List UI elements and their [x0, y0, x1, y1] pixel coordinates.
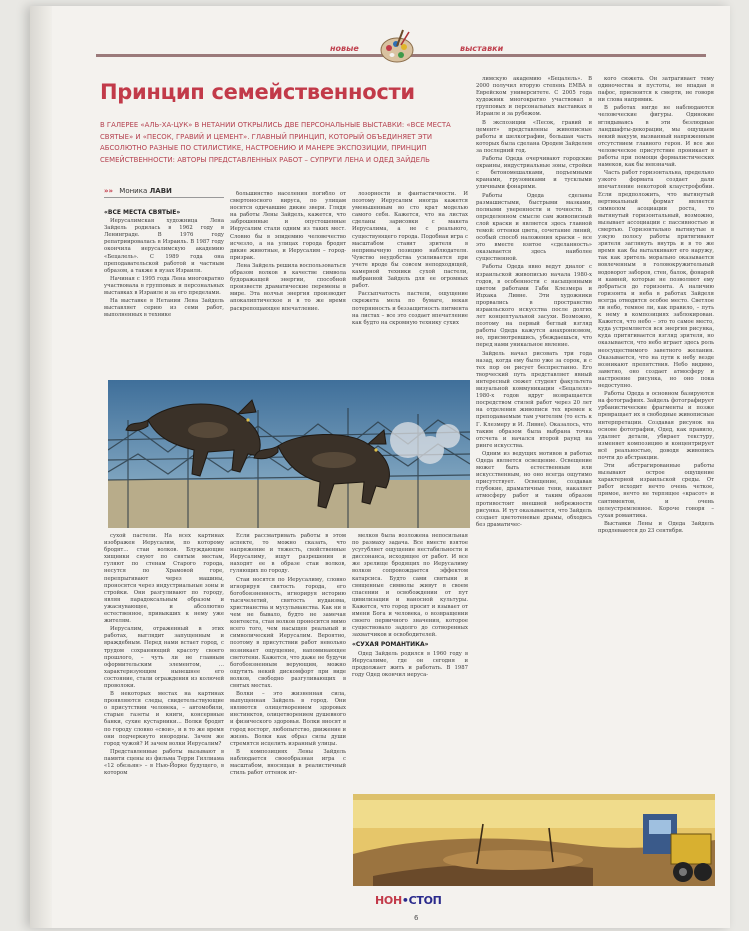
palette-logo-icon [377, 26, 417, 66]
paragraph: Часть работ горизонтальна, предельно узкого формата создает дали впечатление некоторой клаустрофобии. Если предположить, что вытянутый вертикальный формат является символом асоциации роста, то вытянутый горизонтальный, возможно, вызывает ассоциации с пассивностью и смертью. Горизонтально вытянутые в узкую полосу работы притягивают зрителя заглянуть внутрь и в то же время как бы выталкивают его наружу, так как зритель морально оказывается вовлеченным в головокружительный водоворот заборов, стен, балок, фонарей и камней, которые не позволяют ему добраться до горизонта. А наличию горизонта и неба в работах Зайделя всегда отводится особое место. Светлое ли небо, темное ли, как правило, – путь к нему в композициях заблокирован. Кажется, что небо – это то самое место, куда устремляется вся энергия рисунка, куда притягивается взгляд зрителя, но оказывается, что небо играет здесь роль неосуществимого заветного желания. Оказывается, что на пути к небу везде возникают препятствия. Небо видимо, заметно, оно создает атмосферу и настроение рисунка, но оно пока недоступно. [598, 170, 714, 390]
paragraph: Волки – это жизненная сила, выпущенная Зайдель в город. Они являются олицетворением здоровых инстинктов, олицетворением душевного и физического здоровья. Волки вносят в город восторг, любопытство, движение и жизнь. Волки как образ силы души стремятся исцелить изранный улицы. [230, 691, 346, 747]
brand-left: НОН [375, 894, 402, 907]
paragraph: Работы Одеда в основном базируются на фотографиях. Зайдель фотографирует урбанистические фрагменты и позже превращает их в свободные живописные интерпретации. Создавая рисунок на основе фотографии, Одед, как правило, удаляет детали, убирает текстуру, изменяет композицию и концентрирует всё реальностью, доводя живопись почти до абстракции. [598, 391, 714, 461]
newspaper-brand-logo [375, 894, 442, 907]
paragraph: В экспозиции «Песок, гравий и цемент» представлены живописные работы и шелкографии, большая часть которых была сделана Ородем Зайделем за последний год. [476, 119, 592, 154]
paragraph: Если рассматривать работы в этом аспекте, то можно сказать, что напряжение и тяжесть, свойственные Иерусалиму, ищут разрешения и находят ее в образе стаи волков, гуляющих по городу. [230, 533, 346, 575]
paragraph: Эти абстрагированные работы вызывают острое ощущение характерной израильской среды. От работ исходит нечто очень четкое, прямое, нечто не терпящее «красот» и сантиментов, и очень целеустремленное. Короче говоря – сухая романтика. [598, 463, 714, 519]
paragraph: Рассыпчатость пастели, ощущение скрежета мела по бумаге, некая потерянность и беззащитность пигмента на листах – все это создает впечатление как будто на скромную технику сухих [352, 291, 468, 326]
newspaper-page [30, 6, 730, 928]
byline [104, 187, 224, 198]
paragraph: большинство населения погибло от смертоносного вируса, по улицам носятся одичавшие дикие звери. Глядя на работы Лены Зайдель, кажется, что заброшенные и опустошенные Иерусалим стали одним из таких мест. Словно бы в эпидемию человечество исчезло, а на улицах города бродят дикие животные, и Иерусалим – город-призрак. [230, 191, 346, 261]
brand-right: СТОП [408, 894, 442, 907]
article-lead: В ГАЛЕРЕЕ «АЛЬ-ХА-ЦУК» В НЕТАНИИ ОТКРЫЛИСЬ ДВЕ ПЕРСОНАЛЬНЫЕ ВЫСТАВКИ: «ВСЕ МЕСТА СВЯТЫЕ» И «ПЕСОК, ГРАВИЙ И ЦЕМЕНТ». ГЛАВНЫЙ ПРИНЦИП, КОТОРЫЙ ОБЪЕДИНЯЕТ ЭТИ АБСОЛЮТНО РАЗНЫЕ ПО СТИЛИСТИКЕ, НАСТРОЕНИЮ И МАНЕРЕ ЭКСПОЗИЦИИ, ПРИНЦИП СЕМЕЙСТВЕННОСТИ: АВТОРЫ ПРЕДСТАВЛЕННЫХ РАБОТ – СУПРУГИ ЛЕНА И ОДЕД ЗАЙДЕЛЬ [100, 121, 451, 164]
paragraph: На выставке в Нетании Лена Зайдель выставляет серию из семи работ, выполненных в технике [104, 298, 224, 319]
paragraph: Одним из ведущих мотивов в работах Одеда является освещение. Освещение может быть естественным или искусственным, но оно всегда ощутимо присутствует. Освещение, создавая глубокие, драматичные тени, накаляет атмосферу работ и таким образом противостоит внешней небрежности рисунка. И тут оказывается, что Зайдель создает цветотеневые драмы, обходясь без драматичес- [476, 450, 592, 528]
paragraph: Начиная с 1995 года Лена многократно участвовала в групповых и персональных выставках в Израиле и за его пределами. [104, 275, 224, 297]
construction-painting-image [353, 794, 715, 886]
paragraph: Стаи носятся по Иерусалиму, словно игнорируя святость города, его богобоязненность, игнорируя историю тысячелетий, святость иудаизма, христианства и мусульманства. Как ни в чем не бывало, будто не замечая контекста, стая волков проносится мимо всего того, чем насыщен реальный и символический Иерусалим. Вероятно, поэтому в присутствии работ невольно возникает ощущение, напоминающее светотени. Кажется, что даже не будучи богобоязненным верующим, можно ощутить некий дискомфорт при виде волков, свободно разгуливающих в святых местах. [230, 576, 346, 689]
column-7 [230, 533, 346, 878]
page-number: 6 [414, 914, 419, 922]
column-5 [598, 76, 714, 790]
paragraph: В работах нигде не наблюдаются человеческие фигуры. Одинокие вглядываясь в эти безлюдные ландшафты-декорации, мы ощущаем некий вакуум, вызванный напряженным отсутствием главного героя. И все же человеческое присутствие проникает в работы при помощи формалистических намеков, как бы невзначай. [598, 105, 714, 169]
paragraph: кого сюжета. Он затрагивает тему одиночества и пустоты, не впадая в пафос, присвоится к смерти, не говоря ни слова напрямик. [598, 76, 714, 104]
paragraph: Зайдель начал рисовать три года назад, когда ему было уже за сорок, и с тех пор он рисует беспрестанно. Его творческий путь представляет явный интересный сюжет студент факультета визуальной коммуникации «Бецалеля» 1980-х годов вдруг возвращается посредством стилей работ через 20 лет на отделения живописи тех времен к преподаваемым там учителям (то есть к Г. Клезмеру и И. Ливне). Оказалось, что таким образом была выбрана точка отсчета и начался второй раунд на ринге искусства. [476, 350, 592, 449]
subhead-sukhaya-romantika: «СУХАЯ РОМАНТИКА» [352, 641, 429, 649]
paragraph: Представленные работы вызывают в памяти сцены из фильма Терри Гиллиама «12 обезьян» – в Нью-Йорке будущего, в котором [104, 748, 224, 777]
column-2 [230, 191, 346, 377]
author-first-name: Моника [119, 187, 148, 195]
construction-drawing [353, 794, 715, 886]
wolves-pastel-image [108, 380, 470, 528]
column-6 [104, 533, 224, 878]
paragraph: В композициях Лены Зайдель наблюдается своеобразная игра с масштабом, вносящая в реалистичный стиль работ оттенок иг- [230, 748, 346, 777]
author-last-name: ЛАВИ [149, 187, 172, 195]
wolves-drawing [108, 380, 470, 528]
paragraph: Лена Зайдель решила воспользоваться образом волков в качестве символа будоражащей энергии, способной произвести драматические перемены в мире. Эта волчья энергия производит апокалиптическое и в то же время раскрепощающее впечатление. [230, 262, 346, 312]
page-crease [30, 6, 52, 928]
byline-mark: »» [104, 187, 114, 195]
paragraph: Иерусалимская художница Лена Зайдель родилась в 1962 году в Ленинграде. В 1976 году репатриировалась в Израиль. В 1987 году окончила иерусалимскую академию «Бецалель». С 1989 года она преподавательской работой и частным образом, а также в вузах Израиля. [104, 218, 224, 274]
subhead-vse-mesta: «ВСЕ МЕСТА СВЯТЫЕ» [104, 209, 181, 216]
paragraph: лимскую академию «Бецалель». В 2000 получил вторую степень EMBA в Еврейском университете. С 2005 года художник многократно участвовал в групповых и персональных выставках в Израиле и за рубежом. [476, 76, 592, 118]
section-label-right: выставки [460, 44, 504, 53]
paragraph: Иерусалим, отраженный в этих работах, выглядит запущенным и враждебным. Перед нами встает город, с трудом сохраняющий красоту своего прошлого, – чуть ли не главным оформительским элементом, … характеризующим нынешнее его состояние, стали ограждения из колючей проволоки. [104, 626, 224, 689]
column-3 [352, 191, 468, 377]
brand-separator: • [401, 894, 409, 907]
article-headline: Принцип семейственности [100, 80, 415, 104]
column-4 [476, 76, 592, 790]
paragraph: сухой пастели. На всех картинах изображен Иерусалим, по которому бродят… стаи волков. Блуждающие хищники снуют по святым местам, гуляют по стенам Старого города, несутся по Храмовой горе, перепрыгивают через машины, проносятся через индустриальные зоны и стройки. Они разгуливают по городу, являя парадоксальным образом и ужаснувающее, и абсолютно естественное, привыкших к нему уже жителям. [104, 533, 224, 625]
paragraph: Работы Одеда явно ведут диалог с израильской живописью начала 1980-х годов, в особенности с насыщенными цветом работами Габи Клезмера и Ицхака Ливне. Эти художники прорвались в пространство израильского искусства после долгих лет концептуальной засухи. Возможно, поэтому на первый беглый взгляд работы Одеда кажутся анахронизмом, но, присмотревшись, убеждаешься, что перед нами уникальное явление. [476, 264, 592, 349]
paragraph: Выставки Лены и Одеда Зайдель продлеваются до 23 сентября. [598, 520, 714, 534]
paragraph: Работы Одеда сделаны размашистыми, быстрыми мазками, полными уверенности и точности. В определенном смысле сам живописный слой краски и является здесь главной темой: оттенки цвета, сочетание линий, особый способ наложения краски – все это вместе взятое «сделанность» оказывается здесь наиболее существенной. [476, 192, 592, 263]
paragraph: лозорности и фантастичности. И поэтому Иерусалим иногда кажется уменьшенным во сто крат моделью самого себя. Кажется, что на листах сделаны зарисовки с макета Иерусалима, а не с реального, существующего города. Подобная игра с масштабом ставит зрителя в непривычную позицию наблюдателя. Чувство неудобства усиливается при учете вроде бы совсем неподходящей, камерной техники сухой пастели, выбранной Зайдель для ее огромных работ. [352, 191, 468, 290]
column-1 [104, 207, 224, 377]
paragraph: Одед Зайдель родился в 1960 году в Иерусалиме, где он сегодня и продолжает жить и работать. В 1987 году Одед окончил иеруса- [352, 650, 468, 678]
section-label-left: новые [330, 44, 359, 53]
paragraph: мелков была возложена непосильная по размаху задача. Все вместе взятое усугубляет ощущение нестабильности и диссонанса, исходящее от работ. И все же зрелище бродящих по Иерусалиму волков сопровождается эффектом катарсиса. Будто сами святыни и священные символы живут в своем спасении и освобождении от пут цивилизации и наносной культуры. Кажется, что город просит и взывает от имени Бога и человека, о возвращении своего первичного значения, которое существовало задолго до сотворенных захватчиков и освободителей. [352, 533, 468, 639]
paragraph: В некоторых местах на картинах проявляются следы, свидетельствующие о присутствии человека, – автомобили, старые газеты и книги, консервные банки, сухие кустарники… Волки бродят по городу словно «свои», и в то же время они подчеркнуто инородны. Зачем же город чужой? И зачем волки Иерусалим? [104, 691, 224, 747]
column-8 [352, 533, 468, 793]
paragraph: Работы Одеда очерчивают городские окраины, индустриальные зоны, стройки с бетономешалками, подъемными кранами, грузовиками и тусклыми уличными фонарями. [476, 156, 592, 191]
